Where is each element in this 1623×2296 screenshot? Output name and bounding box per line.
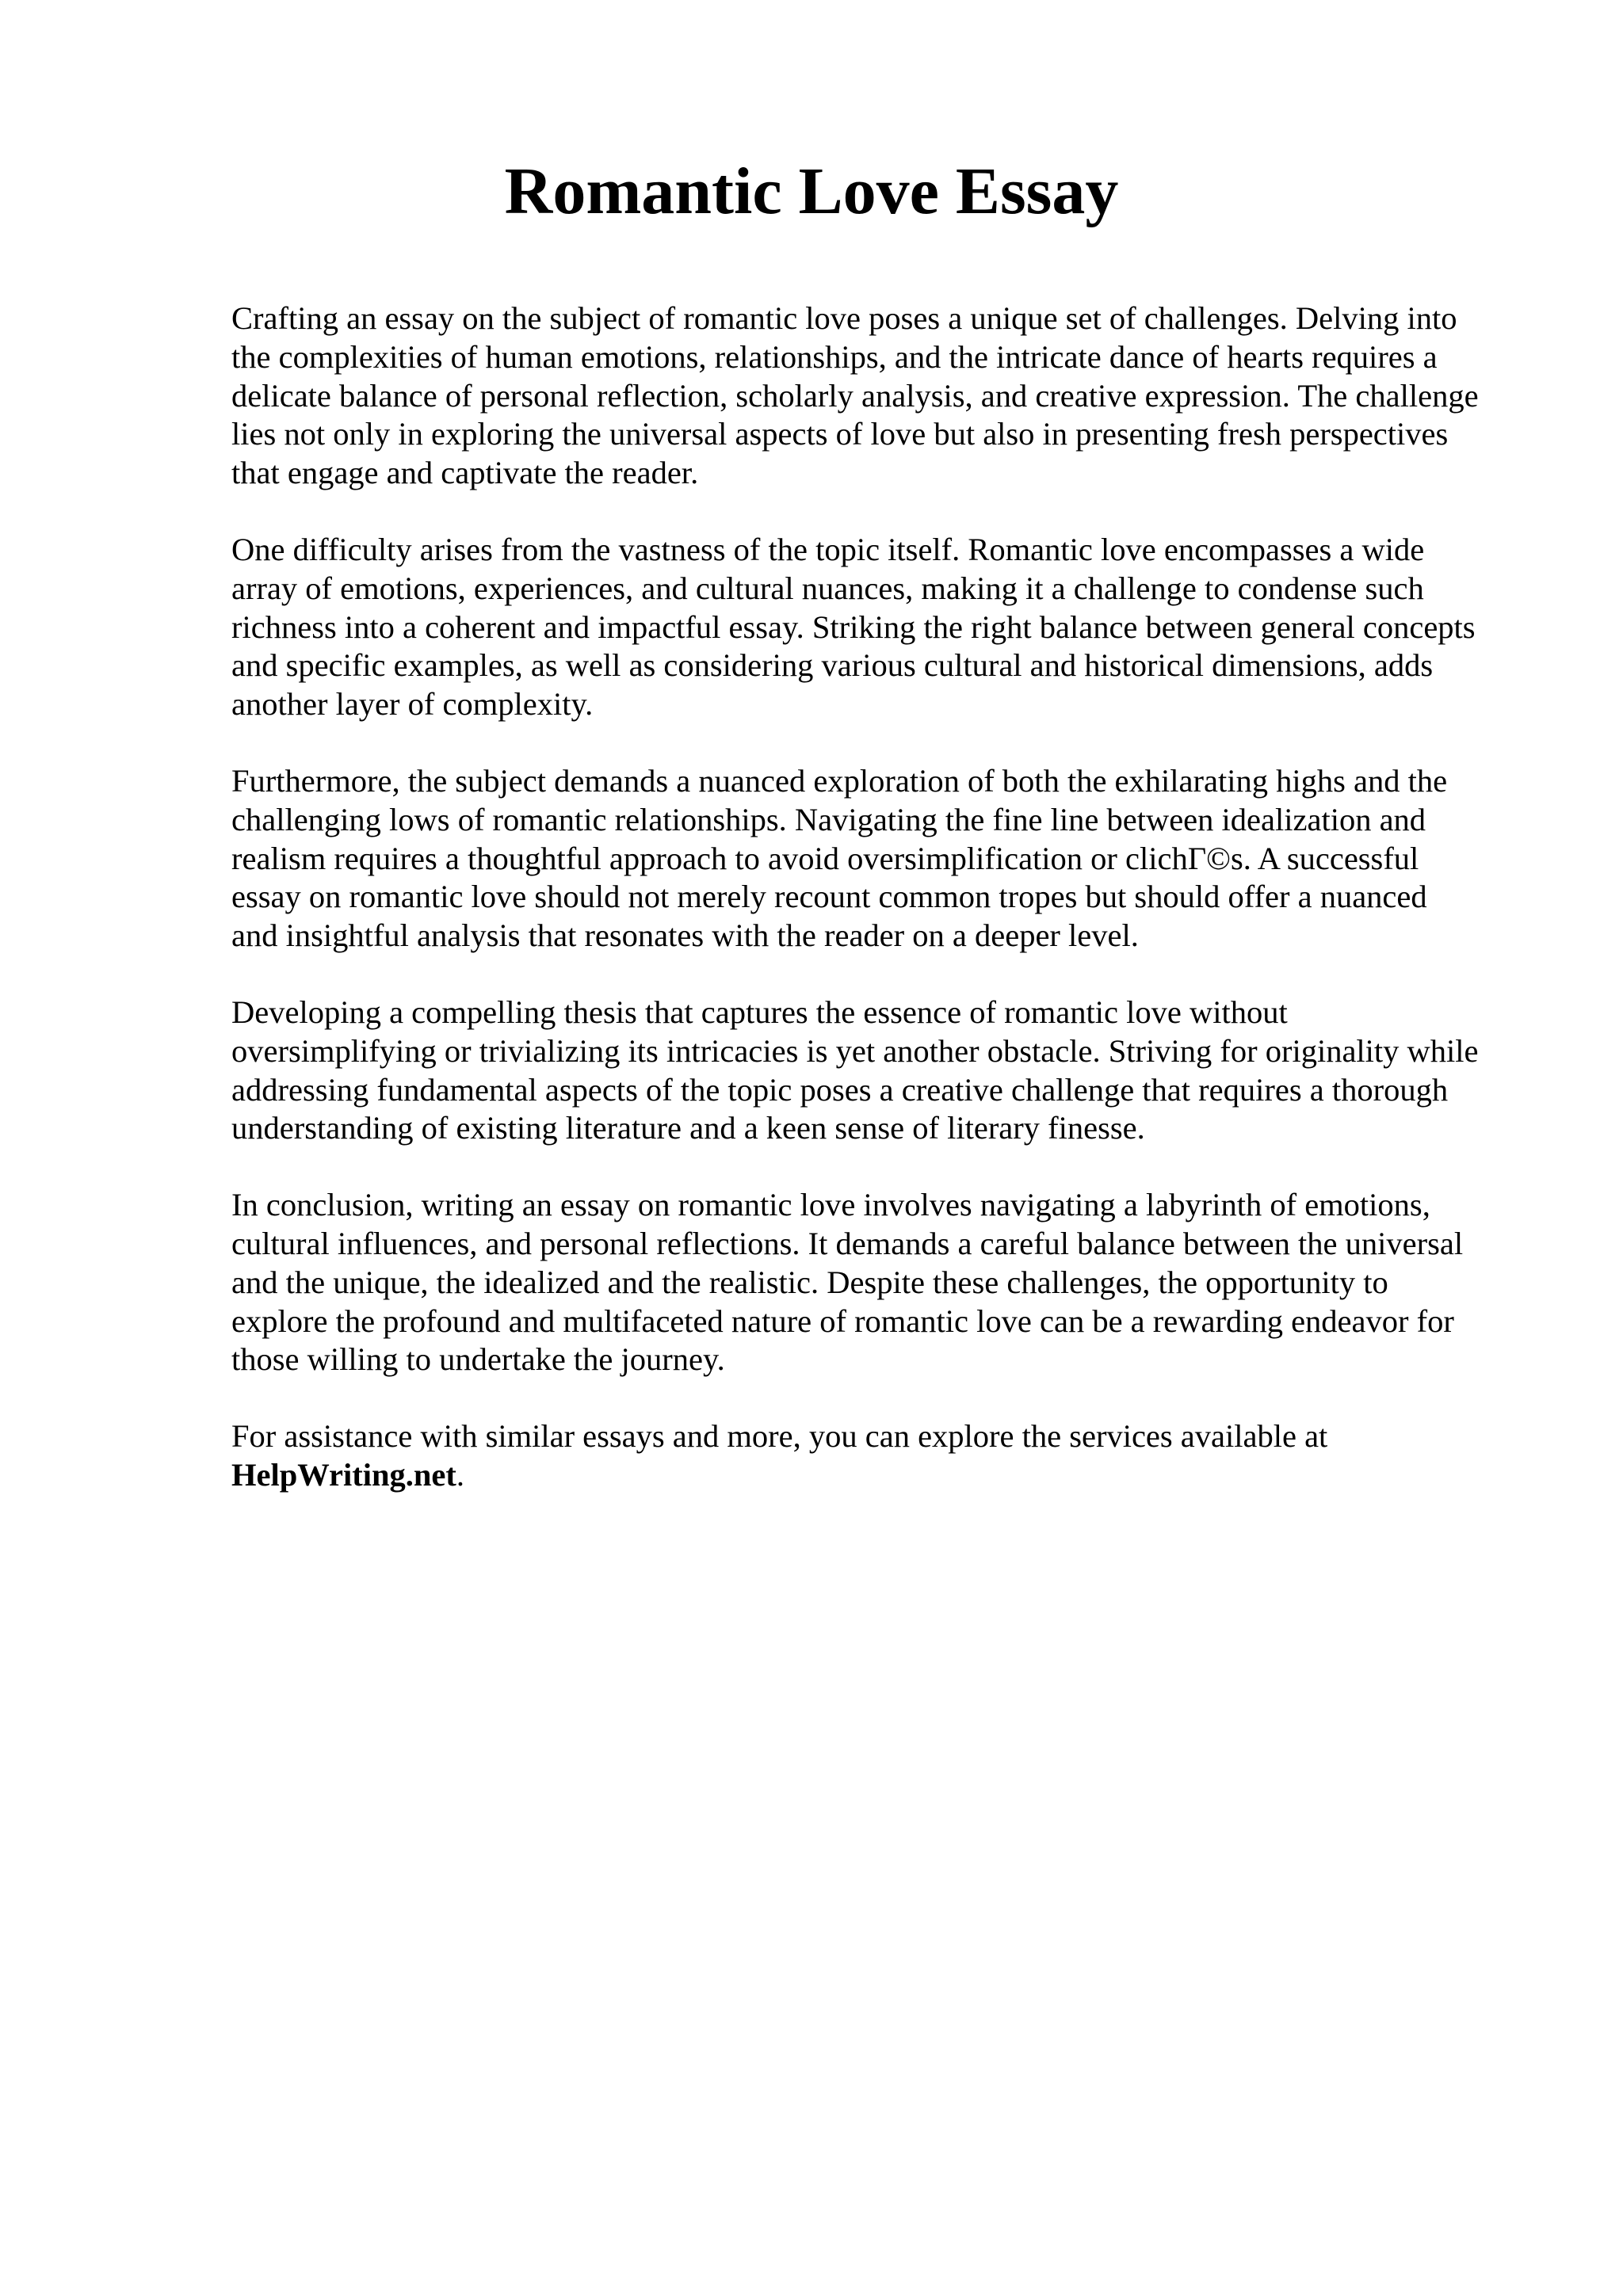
helpwriting-link[interactable]: HelpWriting.net [231,1456,456,1493]
paragraph-2: One difficulty arises from the vastness of the topic itself. Romantic love encompasses a wide array of emotions, experiences, and cultural nuances, making it a challenge to condense such richness into a coherent and impactful essay. Striking the right balance between general concepts and specific examples, as well as considering various cultural and historical dimensions, adds another layer of complexity. [231,531,1476,723]
closing-text: For assistance with similar essays and more, you can explore the services available at [231,1418,1328,1455]
paragraph-5: In conclusion, writing an essay on romantic love involves navigating a labyrinth of emotions, cultural influences, and personal reflections. It demands a careful balance between the universal and the unique, the idealized and the realistic. Despite these challenges, the opportunity to explore the profound and multifaceted nature of romantic love can be a rewarding endeavor for those willing to undertake the journey. [231,1187,1464,1378]
paragraph-1: Crafting an essay on the subject of romantic love poses a unique set of challenges. Delving into the complexities of human emotions, relationships, and the intricate dance of hearts requires a delicate balance of personal reflection, scholarly analysis, and creative expression. The challenge lies not only in exploring the universal aspects of love but also in presenting fresh perspectives that engage and captivate the reader. [231,300,1479,491]
closing-period: . [456,1456,465,1493]
closing-paragraph [231,1417,1531,1495]
page-title: Romantic Love Essay [504,154,1119,228]
essay-body [231,299,1531,1533]
paragraph-4: Developing a compelling thesis that captures the essence of romantic love without oversimplifying or trivializing its intricacies is yet another obstacle. Striving for originality while addressing fundamental aspects of the topic poses a creative challenge that requires a thorough understanding of existing literature and a keen sense of literary finesse. [231,994,1479,1146]
paragraph-3: Furthermore, the subject demands a nuanced exploration of both the exhilarating highs and the challenging lows of romantic relationships. Navigating the fine line between idealization and realism requires a thoughtful approach to avoid oversimplification or clichΓ©s. A successful essay on romantic love should not merely recount common tropes but should offer a nuanced and insightful analysis that resonates with the reader on a deeper level. [231,762,1448,954]
